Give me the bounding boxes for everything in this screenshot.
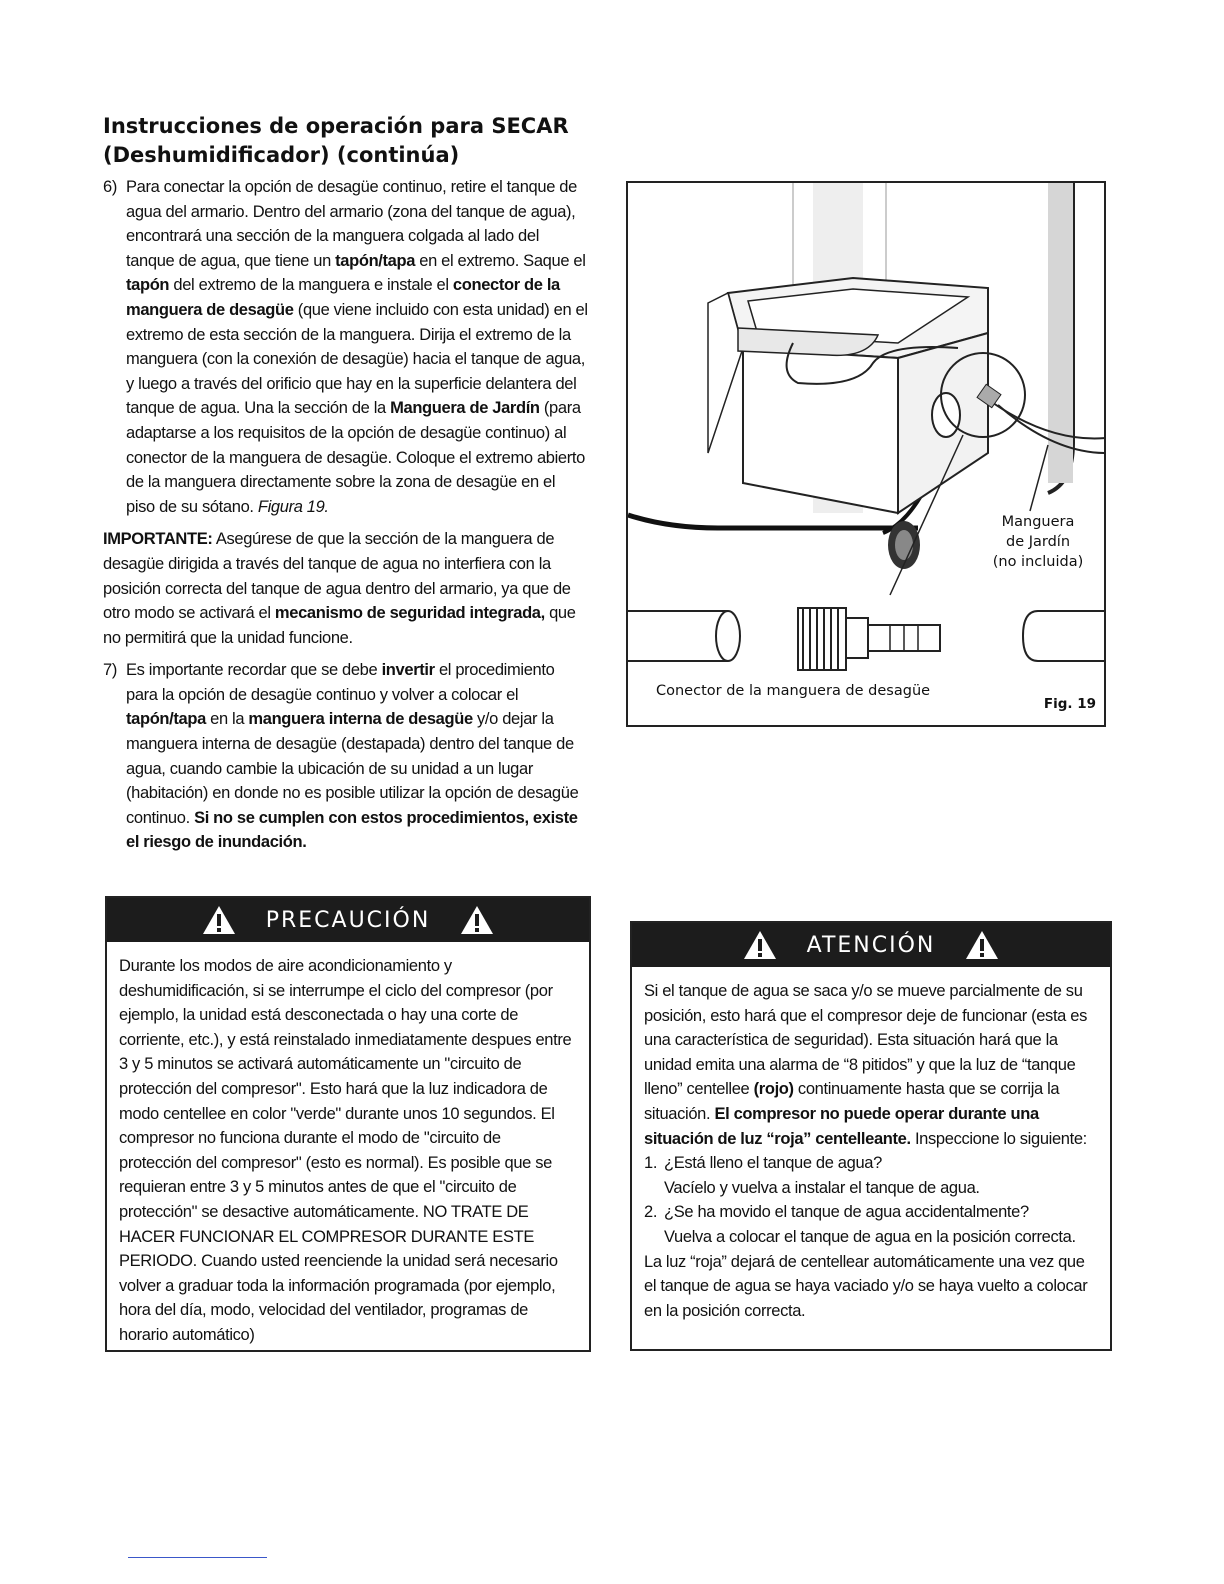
bold-term: Manguera de Jardín bbox=[390, 399, 540, 418]
step-text: Para conectar la opción de desagüe continuo, retire el tanque de agua del armario. Dentro del armario (zona del tanque de agua), encontrará una sección de la manguera colgada al lado del tanque de agua, que tiene un bbox=[126, 178, 577, 270]
note-text: Asegúrese de que la sección de la manguera de desagüe dirigida a través del tanque de agua no interfiera con la posición correcta del tanque de agua dentro del armario, ya que de otro modo se activará el bbox=[103, 530, 571, 623]
step-6 bbox=[103, 175, 588, 519]
step-number: 6) bbox=[103, 178, 117, 196]
hose-label-line: (no incluida) bbox=[992, 554, 1084, 570]
bold-term: El compresor no puede operar durante una situación de luz “roja” centelleante. bbox=[644, 1104, 1039, 1148]
caution-text: Durante los modos de aire acondicionamiento y deshumidificación, si se interrumpe el ciclo del compresor (por ejemplo, la unidad está desconectada o hay una corte de corriente, etc.), y está reinstalado inmediatamente despues entre 3 y 5 minutos se activará automáticamente un "circuito de protección del compresor". Esto hará que la luz indicadora de modo centellee en color "verde" durante unos 10 segundos. El compresor no funciona durante el modo de "circuito de protección del compresor" (esto es normal). Es posible que se requieran entre 3 y 5 minutos antes de que el "circuito de protección" se desactive automáticamente. NO TRATE DE HACER FUNCIONAR EL COMPRESOR DURANTE ESTE PERIODO. Cuando usted reenciende la unidad será necesario volver a graduar toda la información programada (por ejemplo, hora del día, modo, velocidad del ventilador, programas de horario automático) bbox=[119, 957, 572, 1344]
step-text: (para adaptarse a los requisitos de la opción de desagüe continuo) al conector de la manguera de desagüe. Coloque el extremo abierto de la manguera directamente sobre la zona de desagüe en el piso de su sótano. bbox=[126, 399, 585, 516]
connector-label: Conector de la manguera de desagüe bbox=[656, 683, 931, 699]
dehumidifier-illustration bbox=[628, 183, 1106, 727]
attention-intro bbox=[644, 979, 1098, 1151]
figure-19 bbox=[626, 181, 1106, 727]
step-number: 7) bbox=[103, 661, 117, 680]
item-answer: Vuelva a colocar el tanque de agua en la posición correcta. bbox=[664, 1227, 1076, 1246]
attention-text: Si el tanque de agua se saca y/o se mueve parcialmente de su posición, esto hará que el compresor deje de funcionar (esta es una característica de seguridad). Esta situación hará que la unidad emita una alarma de “8 pitidos” y que la luz de “tanque lleno” centellee bbox=[644, 982, 1087, 1099]
item-number: 1. bbox=[644, 1154, 658, 1173]
bold-term: (rojo) bbox=[753, 1080, 794, 1099]
figure-number: Fig. 19 bbox=[1043, 696, 1096, 712]
attention-text: continuamente hasta que se corrija la situación. bbox=[644, 1080, 1060, 1123]
attention-header bbox=[632, 923, 1110, 967]
warning-icon bbox=[460, 905, 494, 935]
check-item bbox=[644, 1151, 1098, 1200]
bold-term: tapón/tapa bbox=[335, 251, 416, 270]
heading-line-2: (Deshumidificador) (continúa) bbox=[103, 143, 460, 167]
caution-body bbox=[107, 942, 589, 1348]
attention-text: Inspeccione lo siguiente: bbox=[910, 1129, 1087, 1148]
bold-term: tapón/tapa bbox=[126, 710, 206, 729]
garden-hose-label bbox=[983, 512, 1093, 572]
footer-rule bbox=[128, 1557, 267, 1558]
item-question: ¿Se ha movido el tanque de agua accidentalmente? bbox=[664, 1203, 1029, 1222]
warning-icon bbox=[743, 930, 777, 960]
step-text: en el extremo. Saque el bbox=[415, 251, 586, 270]
warning-icon bbox=[202, 905, 236, 935]
item-answer: Vacíelo y vuelva a instalar el tanque de agua. bbox=[664, 1178, 980, 1197]
heading-line-1: Instrucciones de operación para SECAR bbox=[103, 114, 569, 138]
attention-body bbox=[632, 967, 1110, 1323]
caution-header bbox=[107, 898, 589, 942]
caution-title: PRECAUCIÓN bbox=[265, 907, 431, 933]
warning-icon bbox=[965, 930, 999, 960]
hose-label-line: de Jardín bbox=[1005, 534, 1071, 550]
step-text: (que viene incluido con esta unidad) en el extremo de esta sección de la manguera. Dirija el extremo de la manguera (con la conexión de desagüe) hacia el tanque de agua, y luego a través del orificio que hay en la superficie delantera del tanque de agua. Una la sección de la bbox=[126, 300, 588, 418]
note-text: que no permitirá que la unidad funcione. bbox=[103, 604, 576, 647]
flood-warning: Si no se cumplen con estos procedimientos, existe el riesgo de inundación. bbox=[126, 808, 578, 852]
bold-term: tapón bbox=[126, 276, 170, 295]
attention-box bbox=[630, 921, 1112, 1351]
check-item bbox=[644, 1200, 1098, 1249]
hose-label-line: Manguera bbox=[1001, 514, 1075, 530]
caution-box bbox=[105, 896, 591, 1352]
attention-title: ATENCIÓN bbox=[806, 932, 936, 958]
bold-term: mecanismo de seguridad integrada, bbox=[274, 604, 545, 623]
figure-reference: Figura 19. bbox=[257, 497, 329, 516]
bold-term: conector de la manguera de desagüe bbox=[126, 276, 560, 319]
step-text: en la bbox=[205, 710, 249, 729]
bold-term: invertir bbox=[381, 661, 435, 680]
attention-closing: La luz “roja” dejará de centellear automáticamente una vez que el tanque de agua se haya vaciado y/o se haya vuelto a colocar en la posición correcta. bbox=[644, 1252, 1088, 1320]
item-number: 2. bbox=[644, 1203, 658, 1222]
important-note bbox=[103, 527, 588, 650]
important-label: IMPORTANTE: bbox=[103, 530, 213, 549]
step-text: Es importante recordar que se debe bbox=[126, 661, 382, 680]
step-text: y/o dejar la manguera interna de desagüe (destapada) dentro del tanque de agua, cuando cambie la ubicación de su unidad a un lugar (habitación) en donde no es posible utilizar la opción de desagüe continuo. bbox=[126, 710, 579, 827]
step-text: del extremo de la manguera e instale el bbox=[169, 276, 453, 295]
instructions-column bbox=[103, 175, 588, 863]
step-7 bbox=[103, 658, 588, 855]
step-text: el procedimiento para la opción de desagüe continuo y volver a colocar el bbox=[126, 661, 555, 704]
item-question: ¿Está lleno el tanque de agua? bbox=[664, 1154, 882, 1173]
bold-term: manguera interna de desagüe bbox=[248, 710, 473, 729]
section-heading bbox=[103, 112, 623, 170]
